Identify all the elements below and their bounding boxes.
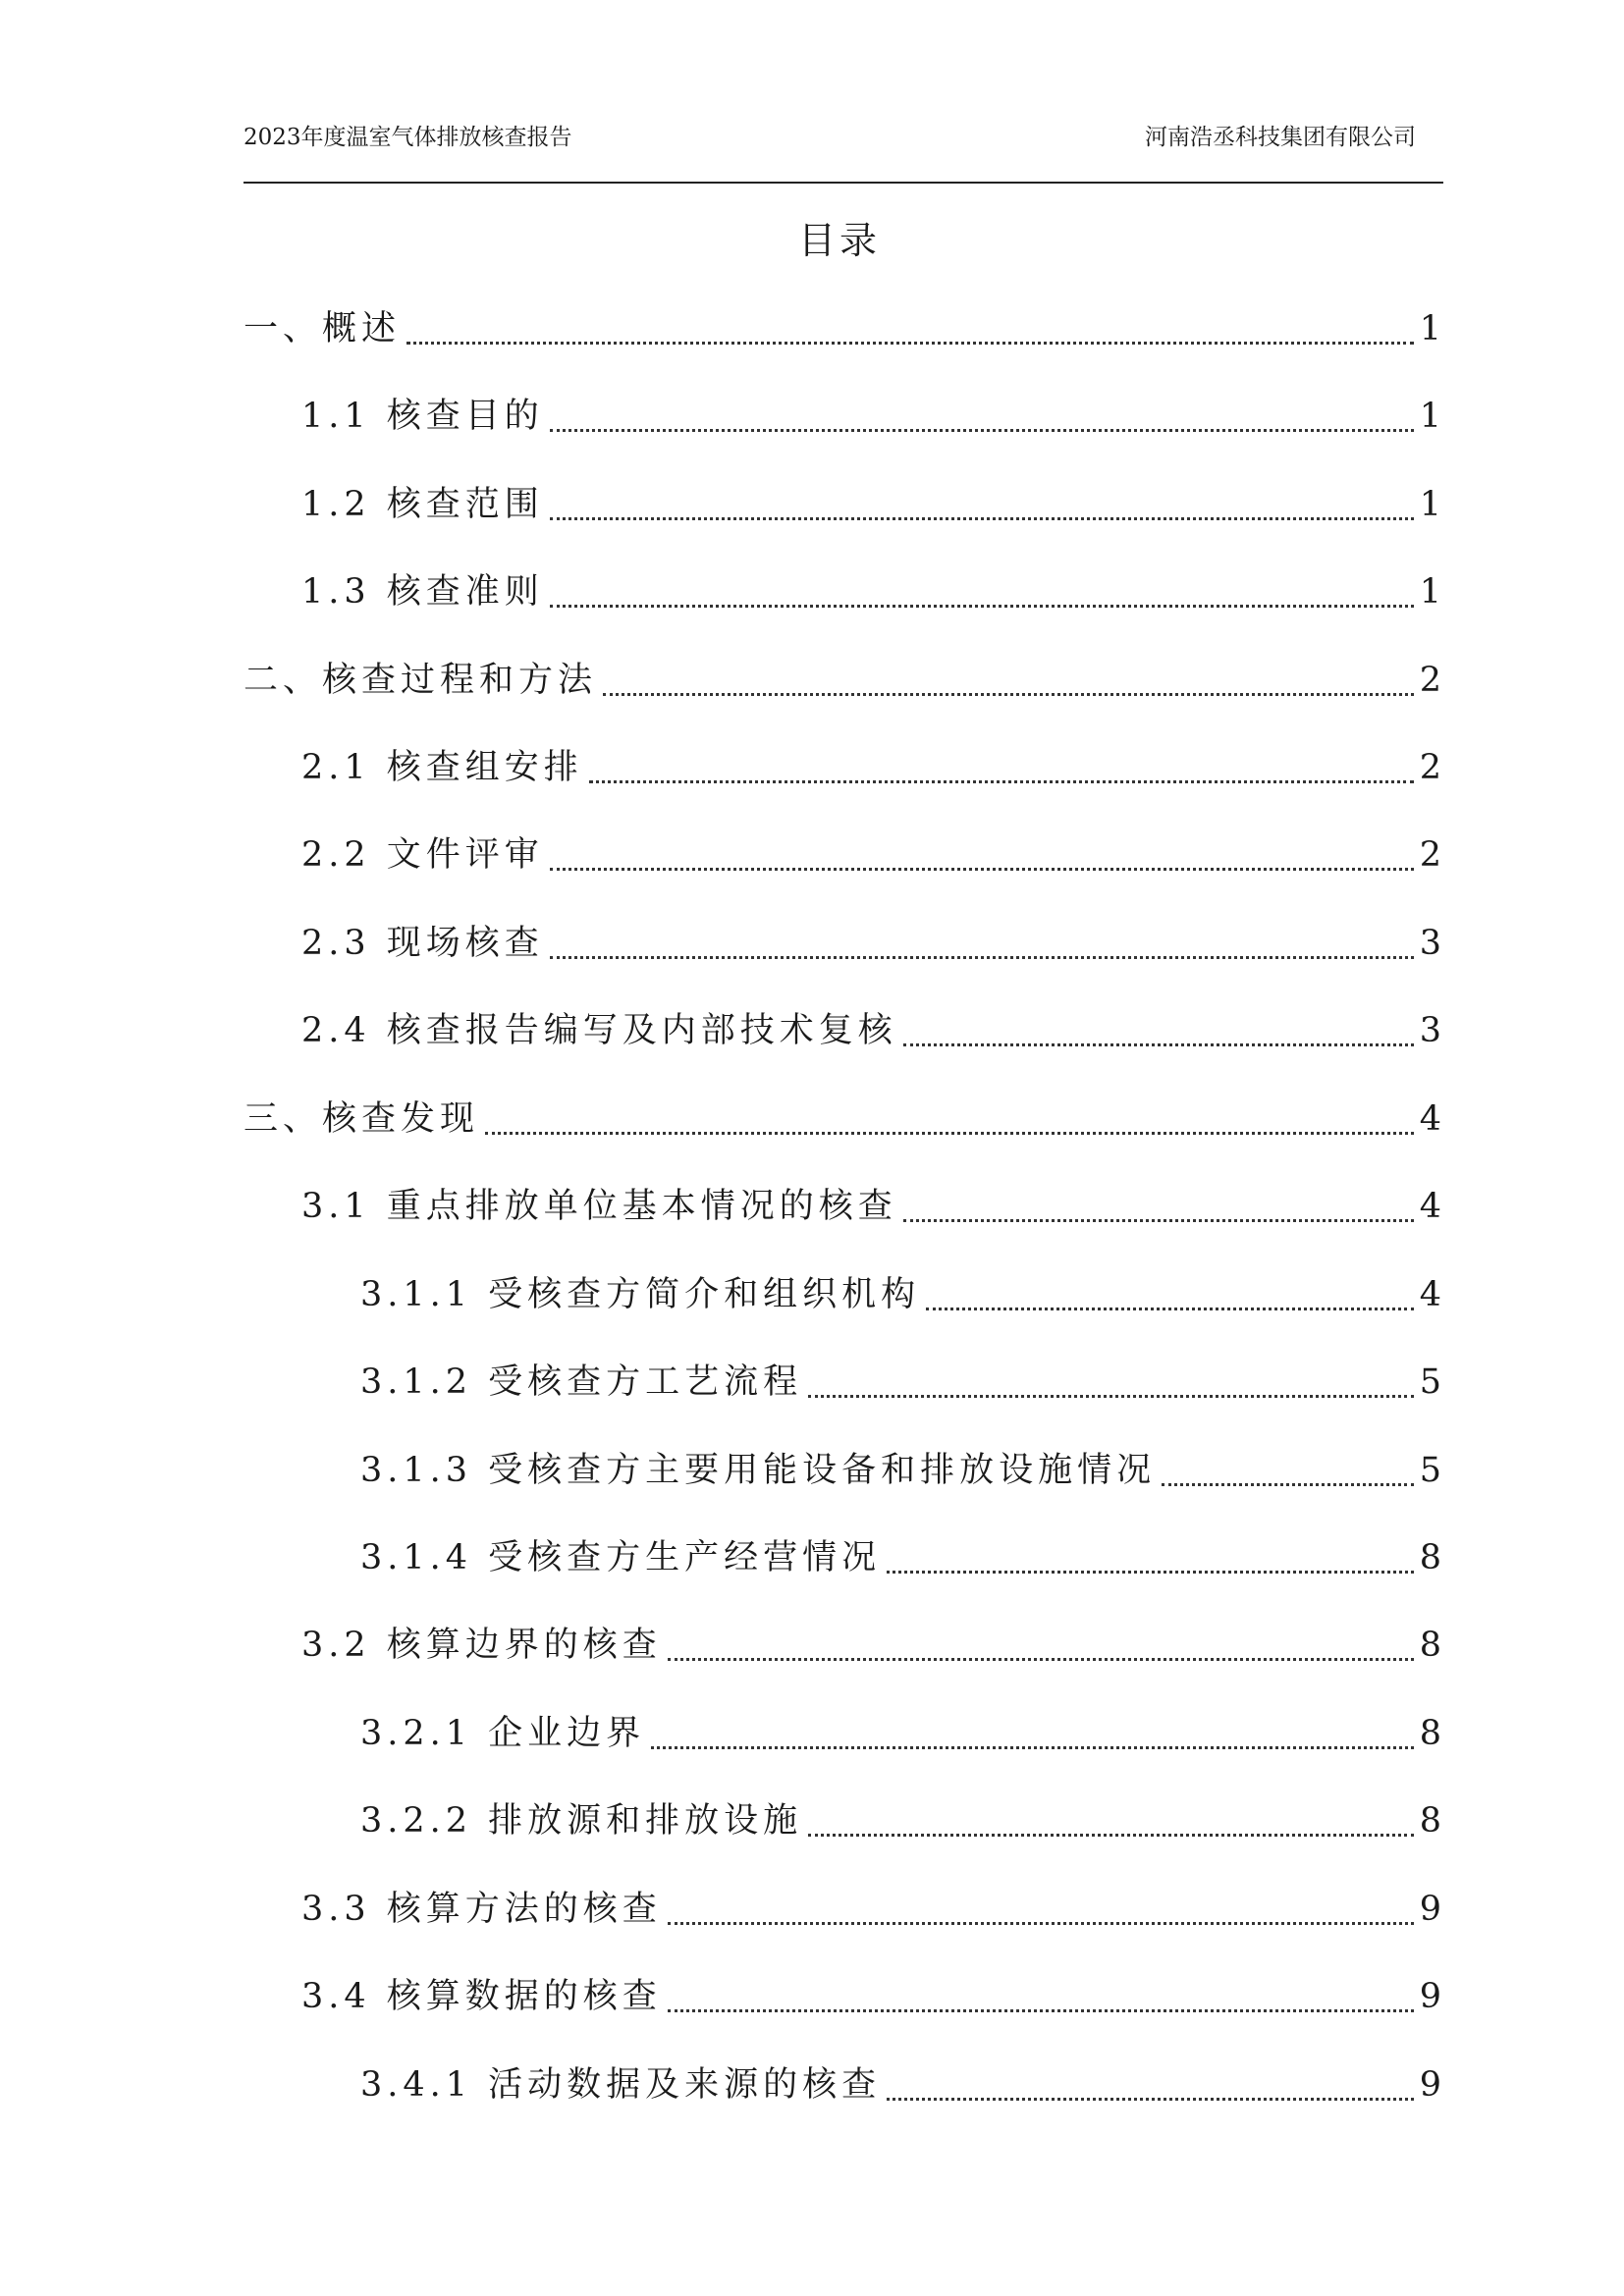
- dot-leader: [808, 1395, 1414, 1398]
- toc-entry-page: 2: [1419, 748, 1441, 787]
- toc-entry-label: 2.1 核查组安排: [301, 748, 583, 787]
- toc-entry-label: 1.2 核查范围: [301, 485, 544, 524]
- toc-entry-label: 2.4 核查报告编写及内部技术复核: [301, 1011, 897, 1050]
- toc-entry-label: 3.1.4 受核查方生产经营情况: [360, 1538, 882, 1577]
- dot-leader: [550, 956, 1414, 959]
- toc-entry-1-3[interactable]: [301, 562, 1441, 621]
- dot-leader: [926, 1308, 1414, 1310]
- toc-entry-3-3[interactable]: [301, 1880, 1441, 1939]
- toc-entry-label: 1.1 核查目的: [301, 397, 544, 436]
- toc-entry-label: 二、核查过程和方法: [244, 661, 598, 700]
- dot-leader: [550, 868, 1414, 871]
- toc-entry-label: 3.1 重点排放单位基本情况的核查: [301, 1187, 897, 1226]
- toc-entry-page: 9: [1419, 1977, 1441, 2016]
- toc-entry-3-2-2[interactable]: [360, 1791, 1441, 1850]
- dot-leader: [903, 1043, 1414, 1046]
- dot-leader: [550, 429, 1414, 432]
- toc-entry-page: 1: [1419, 572, 1441, 612]
- toc-entry-label: 3.1.2 受核查方工艺流程: [360, 1362, 803, 1402]
- toc-entry-3-1-3[interactable]: [360, 1441, 1441, 1500]
- toc-entry-label: 3.2.2 排放源和排放设施: [360, 1801, 803, 1841]
- toc-entry-2-3[interactable]: [301, 914, 1441, 973]
- toc-entry-1-1[interactable]: [301, 387, 1441, 446]
- toc-entry-page: 3: [1419, 1011, 1441, 1050]
- toc-entry-label: 3.3 核算方法的核查: [301, 1890, 662, 1929]
- toc-entry-page: 3: [1419, 924, 1441, 963]
- toc-entry-label: 3.1.3 受核查方主要用能设备和排放设施情况: [360, 1451, 1157, 1490]
- toc-entry-page: 2: [1419, 661, 1441, 700]
- toc-entry-page: 8: [1419, 1714, 1441, 1753]
- toc-entry-page: 9: [1419, 2065, 1441, 2105]
- toc-entry-page: 1: [1419, 309, 1441, 348]
- toc-entry-page: 4: [1419, 1099, 1441, 1139]
- toc-entry-2[interactable]: [244, 651, 1441, 710]
- toc-entry-label: 3.1.1 受核查方简介和组织机构: [360, 1275, 921, 1314]
- toc-entry-label: 1.3 核查准则: [301, 572, 544, 612]
- report-title: 2023年度温室气体排放核查报告: [244, 125, 572, 150]
- toc-entry-page: 4: [1419, 1187, 1441, 1226]
- toc-entry-2-2[interactable]: [301, 826, 1441, 884]
- toc-entry-label: 3.2 核算边界的核查: [301, 1626, 662, 1665]
- dot-leader: [1162, 1483, 1414, 1486]
- toc-entry-3-1-2[interactable]: [360, 1353, 1441, 1412]
- toc-entry-label: 三、核查发现: [244, 1099, 480, 1139]
- toc-entry-2-1[interactable]: [301, 738, 1441, 797]
- toc-entry-page: 2: [1419, 835, 1441, 875]
- dot-leader: [406, 342, 1414, 345]
- toc-entry-label: 一、概述: [244, 309, 402, 348]
- dot-leader: [603, 693, 1414, 696]
- toc-entry-page: 8: [1419, 1626, 1441, 1665]
- toc-entry-label: 3.4 核算数据的核查: [301, 1977, 662, 2016]
- toc-entry-page: 4: [1419, 1275, 1441, 1314]
- toc-entry-page: 5: [1419, 1362, 1441, 1402]
- toc-entry-1-2[interactable]: [301, 475, 1441, 534]
- dot-leader: [887, 2098, 1414, 2101]
- toc-entry-label: 3.2.1 企业边界: [360, 1714, 646, 1753]
- toc-entry-label: 2.3 现场核查: [301, 924, 544, 963]
- toc-title: 目录: [797, 219, 881, 262]
- toc-entry-3[interactable]: [244, 1090, 1441, 1148]
- toc-entry-3-2[interactable]: [301, 1616, 1441, 1675]
- toc-entry-label: 3.4.1 活动数据及来源的核查: [360, 2065, 882, 2105]
- toc-entry-3-4-1[interactable]: [360, 2056, 1441, 2114]
- company-name: 河南浩丞科技集团有限公司: [1145, 125, 1416, 150]
- toc-entry-page: 5: [1419, 1451, 1441, 1490]
- toc-entry-3-2-1[interactable]: [360, 1704, 1441, 1763]
- toc-entry-3-1-4[interactable]: [360, 1528, 1441, 1587]
- dot-leader: [668, 2009, 1414, 2012]
- toc-entry-3-1[interactable]: [301, 1177, 1441, 1236]
- toc-entry-page: 8: [1419, 1801, 1441, 1841]
- dot-leader: [485, 1132, 1414, 1135]
- dot-leader: [668, 1922, 1414, 1925]
- dot-leader: [887, 1571, 1414, 1574]
- dot-leader: [550, 517, 1414, 520]
- toc-entry-page: 1: [1419, 397, 1441, 436]
- toc-entry-1[interactable]: [244, 299, 1441, 358]
- dot-leader: [903, 1219, 1414, 1222]
- toc-entry-3-4[interactable]: [301, 1967, 1441, 2026]
- toc-entry-page: 8: [1419, 1538, 1441, 1577]
- toc-entry-label: 2.2 文件评审: [301, 835, 544, 875]
- dot-leader: [668, 1658, 1414, 1661]
- dot-leader: [550, 605, 1414, 608]
- dot-leader: [651, 1746, 1414, 1749]
- dot-leader: [589, 780, 1414, 783]
- toc-entry-page: 9: [1419, 1890, 1441, 1929]
- toc-entry-page: 1: [1419, 485, 1441, 524]
- dot-leader: [808, 1834, 1414, 1837]
- toc-entry-3-1-1[interactable]: [360, 1265, 1441, 1324]
- toc-entry-2-4[interactable]: [301, 1001, 1441, 1060]
